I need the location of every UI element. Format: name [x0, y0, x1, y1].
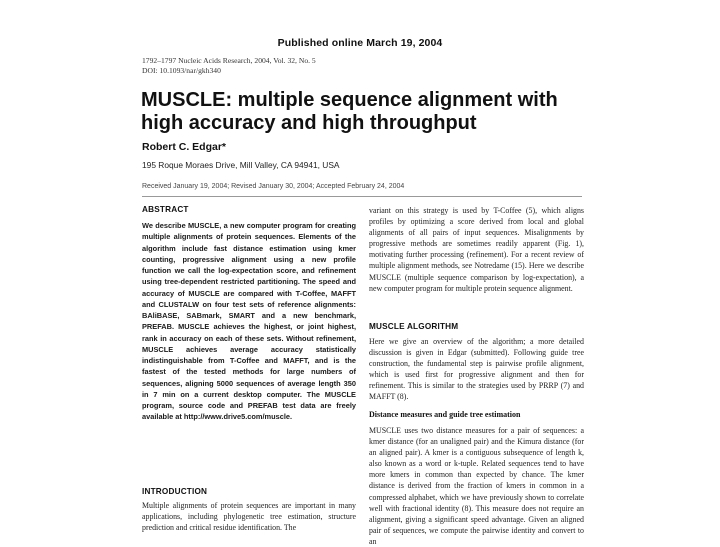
author-affiliation: 195 Roque Moraes Drive, Mill Valley, CA 94941, USA: [142, 160, 340, 170]
introduction-heading: INTRODUCTION: [142, 487, 208, 496]
abstract-section: [142, 205, 356, 423]
distance-subheading: Distance measures and guide tree estimation: [369, 410, 521, 419]
introduction-text: Multiple alignments of protein sequences are important in many applications, including phylogenetic tree estimation, structure prediction and critical residue identification. The: [142, 501, 356, 533]
citation-journal: 1792–1797 Nucleic Acids Research, 2004, Vol. 32, No. 5: [142, 56, 316, 65]
abstract-heading: ABSTRACT: [142, 205, 189, 214]
header-divider: [142, 196, 582, 197]
algorithm-heading: MUSCLE ALGORITHM: [369, 322, 459, 331]
citation-block: [142, 56, 316, 76]
author-name: Robert C. Edgar*: [142, 141, 227, 153]
citation-doi: DOI: 10.1093/nar/gkh340: [142, 66, 221, 75]
right-column-intro-text: variant on this strategy is used by T-Coffee (5), which aligns profiles by optimizing a score derived from local and global alignments of all pairs of input sequences. Misalignments by progressive methods are sometimes readily apparent (Fig. 1), motivating further processing (refinement). For a recent review of multiple alignment methods, see Notredame (15). Here we describe MUSCLE (multiple sequence comparison by log-expectation), a new computer program for multiple protein sequence alignment.: [369, 206, 584, 293]
paper-title: MUSCLE: multiple sequence alignment with high accuracy and high throughput: [141, 89, 558, 134]
abstract-text: We describe MUSCLE, a new computer program for creating multiple alignments of protein sequences. Elements of the algorithm include fast distance estimation using kmer counting, progressive alignment using a new profile function we call the log-expectation score, and refinement using tree-dependent restricted partitioning. The speed and accuracy of MUSCLE are compared with T-Coffee, MAFFT and CLUSTALW on four test sets of reference alignments: BAliBASE, SABmark, SMART and a new benchmark, PREFAB. MUSCLE achieves the highest, or joint highest, rank in accuracy on each of these sets. Without refinement, MUSCLE achieves average accuracy statistically indistinguishable from T-Coffee and MAFFT, and is the fastest of the tested methods for large numbers of sequences, aligning 5000 sequences of average length 350 in 7 min on a current desktop computer. The MUSCLE program, source code and PREFAB test data are freely available at http://www.drive5.com/muscle.: [142, 221, 356, 422]
submission-dates: Received January 19, 2004; Revised January 30, 2004; Accepted February 24, 2004: [142, 183, 405, 190]
distance-text: MUSCLE uses two distance measures for a pair of sequences: a kmer distance (for an unaligned pair) and the Kimura distance (for an aligned pair). A kmer is a contiguous subsequence of length k, also known as a word or k-tuple. Related sequences tend to have more kmers in common than expected by chance. The kmer distance is derived from the fraction of kmers in common in a compressed alphabet, which we have previously shown to correlate well with fractional identity (8). This measure does not require an alignment, giving a significant speed advantage. Given an aligned pair of sequences, we compute the pairwise identity and convert to an: [369, 426, 584, 546]
published-online-line: Published online March 19, 2004: [277, 37, 443, 49]
algorithm-text: Here we give an overview of the algorithm; a more detailed discussion is given in Edgar (submitted). Following guide tree construction, the fundamental step is pairwise profile alignment, which is used first for progressive alignment and then for refinement. This is similar to the strategies used by PRRP (7) and MAFFT (8).: [369, 337, 584, 402]
